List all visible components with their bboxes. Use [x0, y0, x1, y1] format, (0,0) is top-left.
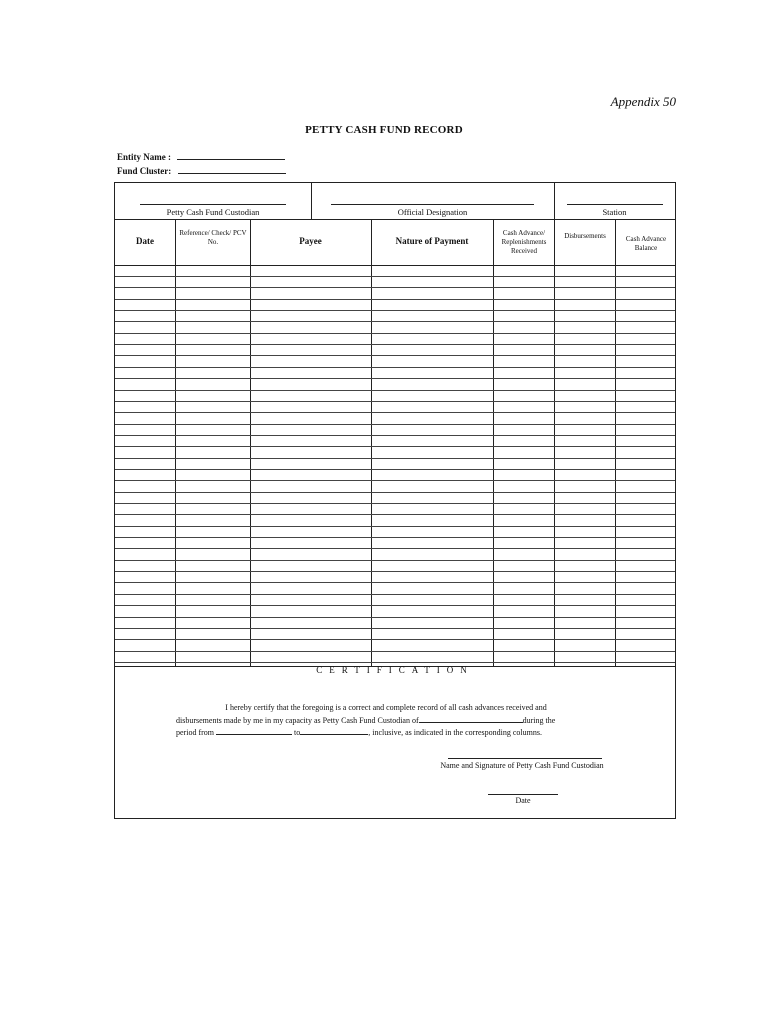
- cert-line-1: I hereby certify that the foregoing is a correct and complete record of all cash advances received and: [225, 703, 547, 712]
- cert-line-3b: to: [294, 728, 301, 737]
- table-row[interactable]: [115, 458, 675, 459]
- table-row[interactable]: [115, 617, 675, 618]
- table-row[interactable]: [115, 582, 675, 583]
- table-row[interactable]: [115, 492, 675, 493]
- table-row[interactable]: [115, 560, 675, 561]
- table-row[interactable]: [115, 537, 675, 538]
- table-row[interactable]: [115, 651, 675, 652]
- fund-cluster-label: Fund Cluster:: [117, 166, 172, 176]
- table-row[interactable]: [115, 390, 675, 391]
- cert-line-3: [176, 726, 596, 739]
- col-cash-advance: Cash Advance/ Replenishments Received: [501, 229, 547, 255]
- entity-name-label: Entity Name :: [117, 152, 171, 162]
- appendix-label: Appendix 50: [610, 94, 676, 109]
- col-disbursements: Disbursements: [564, 232, 606, 240]
- col-payee: Payee: [299, 236, 322, 246]
- date-label: Date: [515, 796, 531, 805]
- table-row[interactable]: [115, 287, 675, 288]
- custodian-label: Petty Cash Fund Custodian: [166, 207, 260, 217]
- cert-line-2a: disbursements made by me in my capacity as Petty Cash Fund Custodian of: [176, 715, 419, 725]
- entity-name-row: [117, 151, 285, 162]
- cert-line-2: [176, 714, 596, 727]
- certification-heading: CERTIFICATION: [316, 665, 474, 675]
- fund-cluster-field[interactable]: [178, 165, 286, 174]
- table-row[interactable]: [115, 333, 675, 334]
- signature-label: Name and Signature of Petty Cash Fund Custodian: [440, 761, 604, 770]
- col-nature: Nature of Payment: [395, 236, 469, 246]
- table-row[interactable]: [115, 424, 675, 425]
- page-title: PETTY CASH FUND RECORD: [305, 124, 463, 136]
- table-row[interactable]: [115, 480, 675, 481]
- table-row[interactable]: [115, 412, 675, 413]
- table-row[interactable]: [115, 401, 675, 402]
- table-row[interactable]: [115, 594, 675, 595]
- col-reference: Reference/ Check/ PCV No.: [179, 229, 247, 246]
- table-row[interactable]: [115, 662, 675, 663]
- table-row[interactable]: [115, 526, 675, 527]
- table-row[interactable]: [115, 605, 675, 606]
- table-row[interactable]: [115, 435, 675, 436]
- table-row[interactable]: [115, 628, 675, 629]
- table-row[interactable]: [115, 310, 675, 311]
- custodian-of-field[interactable]: [419, 714, 523, 723]
- period-to-field[interactable]: [300, 726, 368, 735]
- table-row[interactable]: [115, 355, 675, 356]
- col-balance: Cash Advance Balance: [625, 235, 667, 252]
- certification-text: [176, 703, 596, 739]
- table-row[interactable]: [115, 321, 675, 322]
- cert-line-2b: during the: [522, 715, 556, 725]
- table-row[interactable]: [115, 276, 675, 277]
- cert-line-3a: period from: [176, 728, 214, 737]
- entity-name-field[interactable]: [177, 151, 285, 160]
- table-row[interactable]: [115, 299, 675, 300]
- table-row[interactable]: [115, 571, 675, 572]
- fund-cluster-row: [117, 165, 286, 176]
- table-row[interactable]: [115, 514, 675, 515]
- col-date: Date: [136, 236, 154, 246]
- station-label: Station: [602, 207, 627, 217]
- table-row[interactable]: [115, 367, 675, 368]
- table-row[interactable]: [115, 446, 675, 447]
- table-row[interactable]: [115, 548, 675, 549]
- period-from-field[interactable]: [216, 726, 292, 735]
- table-row[interactable]: [115, 469, 675, 470]
- table-row[interactable]: [115, 639, 675, 640]
- cert-line-3c: , inclusive, as indicated in the corresponding columns.: [368, 728, 542, 737]
- designation-label: Official Designation: [397, 207, 468, 217]
- table-row[interactable]: [115, 503, 675, 504]
- table-row[interactable]: [115, 344, 675, 345]
- table-row[interactable]: [115, 378, 675, 379]
